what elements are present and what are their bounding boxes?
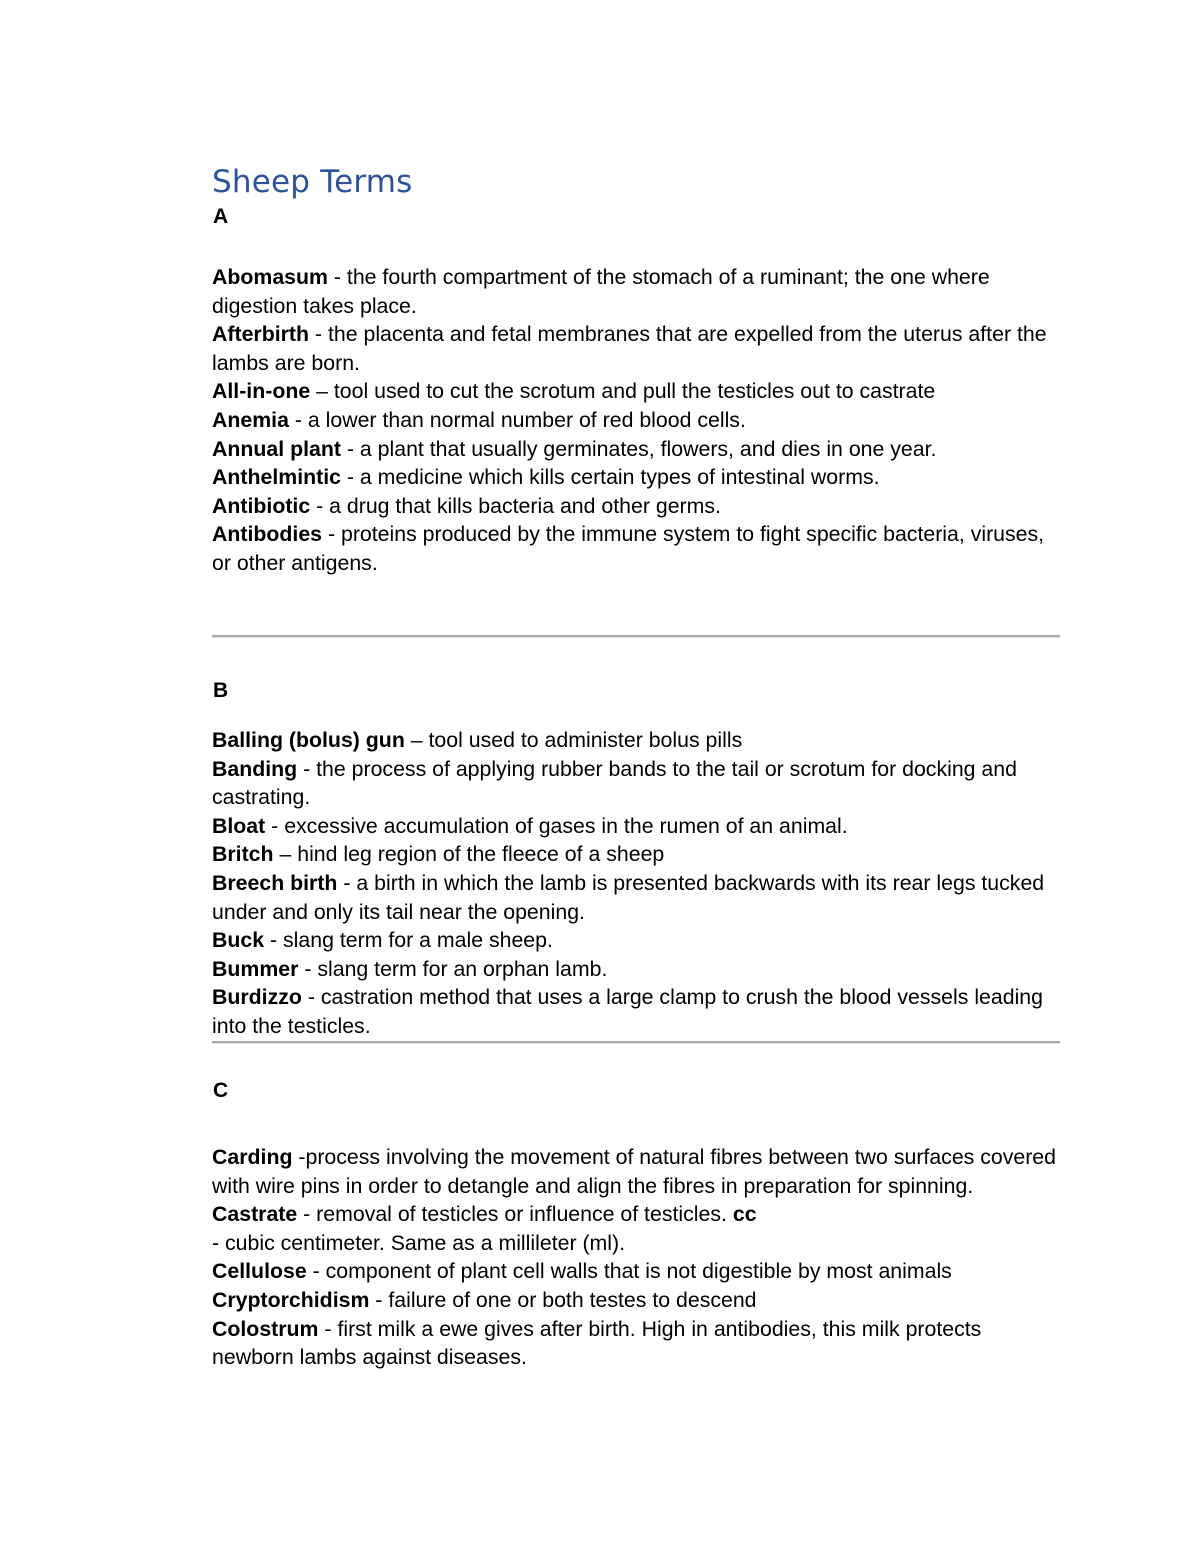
term-separator: - — [264, 928, 284, 953]
term-name: Anemia — [212, 407, 289, 432]
term-name: Buck — [212, 928, 265, 953]
term-separator: - — [298, 956, 318, 981]
term-separator: - — [306, 1259, 326, 1284]
term-name: Antibodies — [212, 522, 323, 547]
term-name: Banding — [212, 756, 298, 781]
term-separator: – — [310, 379, 334, 404]
glossary-entry — [212, 726, 1060, 755]
term-definition: excessive accumulation of gases in the rumen of an animal. — [284, 813, 848, 838]
section-letter-b: B — [213, 679, 229, 702]
term-name: Bloat — [212, 813, 266, 838]
term-definition: process involving the movement of natural fibres between two surfaces covered with wire pins in order to detangle and align the fibres in preparation for spinning. — [212, 1145, 1056, 1198]
glossary-entry — [212, 1286, 1060, 1315]
term-separator: - — [288, 407, 308, 432]
term-name: Burdizzo — [212, 985, 302, 1010]
glossary-entry — [212, 263, 1060, 320]
term-definition: a drug that kills bacteria and other germs. — [329, 493, 721, 518]
glossary-entry — [212, 1143, 1060, 1200]
term-name: Cryptorchidism — [212, 1287, 370, 1312]
term-definition: a plant that usually germinates, flowers, and dies in one year. — [359, 436, 937, 461]
term-definition: slang term for an orphan lamb. — [317, 956, 608, 981]
term-separator: - — [327, 265, 347, 289]
section-letter-c: C — [213, 1079, 229, 1102]
glossary-entry — [212, 869, 1060, 926]
term-name: Bummer — [212, 956, 299, 981]
term-definition: a medicine which kills certain types of intestinal worms. — [359, 465, 880, 490]
term-separator: - — [309, 322, 328, 347]
section-letter-a: A — [213, 205, 229, 228]
term-definition: component of plant cell walls that is not digestible by most animals — [325, 1259, 952, 1284]
term-definition: removal of testicles or influence of testicles. — [316, 1202, 727, 1227]
glossary-entry — [212, 406, 1060, 435]
glossary-entry — [212, 492, 1060, 521]
term-definition: first milk a ewe gives after birth. High in antibodies, this milk protects newborn lambs against diseases. — [212, 1316, 982, 1370]
glossary-entry — [212, 1229, 1060, 1258]
section-c-terms — [212, 1143, 1060, 1372]
glossary-entry — [212, 1200, 1060, 1229]
glossary-entry — [212, 435, 1060, 464]
term-separator: - — [265, 813, 285, 838]
term-name: cc — [732, 1202, 757, 1227]
term-separator: - — [212, 1230, 226, 1255]
term-name: Britch — [212, 842, 274, 867]
term-definition: the placenta and fetal membranes that are expelled from the uterus after the lambs are born. — [212, 322, 1047, 375]
glossary-entry — [212, 955, 1060, 984]
term-definition: proteins produced by the immune system to fight specific bacteria, viruses, or other antigens. — [212, 522, 1045, 575]
term-separator: - — [292, 1145, 306, 1169]
term-separator: - — [322, 522, 341, 547]
glossary-entry — [212, 840, 1060, 869]
glossary-entry — [212, 1315, 1060, 1372]
term-name: Annual plant — [212, 436, 341, 461]
term-name: Abomasum — [212, 265, 328, 289]
term-name: Afterbirth — [212, 322, 310, 347]
glossary-entry — [212, 520, 1060, 577]
term-name: Anthelmintic — [212, 465, 341, 490]
term-separator: - — [337, 870, 357, 895]
glossary-entry — [212, 1257, 1060, 1286]
term-definition: a birth in which the lamb is presented backwards with its rear legs tucked under and only its tail near the opening. — [212, 870, 1045, 924]
term-name: Castrate — [212, 1202, 298, 1227]
glossary-entry — [212, 320, 1060, 377]
term-name: Colostrum — [212, 1316, 319, 1341]
term-definition: failure of one or both testes to descend — [388, 1287, 757, 1312]
section-divider — [212, 1041, 1060, 1044]
term-name: Carding — [212, 1145, 293, 1169]
glossary-entry — [212, 463, 1060, 492]
term-definition: tool used to administer bolus pills — [428, 728, 743, 752]
glossary-entry — [212, 983, 1060, 1040]
glossary-entry — [212, 755, 1060, 812]
term-separator: - — [318, 1316, 338, 1341]
term-definition: slang term for a male sheep. — [283, 928, 553, 953]
term-name: Balling (bolus) gun — [212, 728, 405, 752]
section-b-terms — [212, 726, 1060, 1041]
term-definition: tool used to cut the scrotum and pull the testicles out to castrate — [333, 379, 936, 404]
term-separator: - — [340, 436, 360, 461]
term-name: Cellulose — [212, 1259, 307, 1284]
glossary-entry — [212, 926, 1060, 955]
term-separator: - — [301, 985, 321, 1010]
term-definition: the process of applying rubber bands to the tail or scrotum for docking and castrating. — [212, 756, 1017, 810]
term-definition: hind leg region of the fleece of a sheep — [297, 842, 665, 867]
term-separator: – — [273, 842, 298, 867]
term-separator: - — [297, 1202, 317, 1227]
term-name: Antibiotic — [212, 493, 311, 518]
term-definition: castration method that uses a large clamp to crush the blood vessels leading into the testicles. — [212, 985, 1043, 1038]
glossary-entry — [212, 812, 1060, 841]
term-definition: a lower than normal number of red blood cells. — [307, 407, 746, 432]
term-separator: – — [404, 728, 429, 752]
term-separator: - — [310, 493, 330, 518]
section-divider — [212, 635, 1060, 638]
section-a-terms — [212, 263, 1060, 578]
page-title: Sheep Terms — [212, 164, 413, 200]
term-definition: the fourth compartment of the stomach of a ruminant; the one where digestion takes place. — [212, 265, 990, 318]
term-separator: - — [297, 756, 317, 781]
term-definition: cubic centimeter. Same as a millileter (ml). — [225, 1230, 626, 1255]
term-separator: - — [369, 1287, 389, 1312]
term-name: All-in-one — [212, 379, 311, 404]
glossary-entry — [212, 377, 1060, 406]
term-separator: - — [340, 465, 360, 490]
term-name: Breech birth — [212, 870, 338, 895]
